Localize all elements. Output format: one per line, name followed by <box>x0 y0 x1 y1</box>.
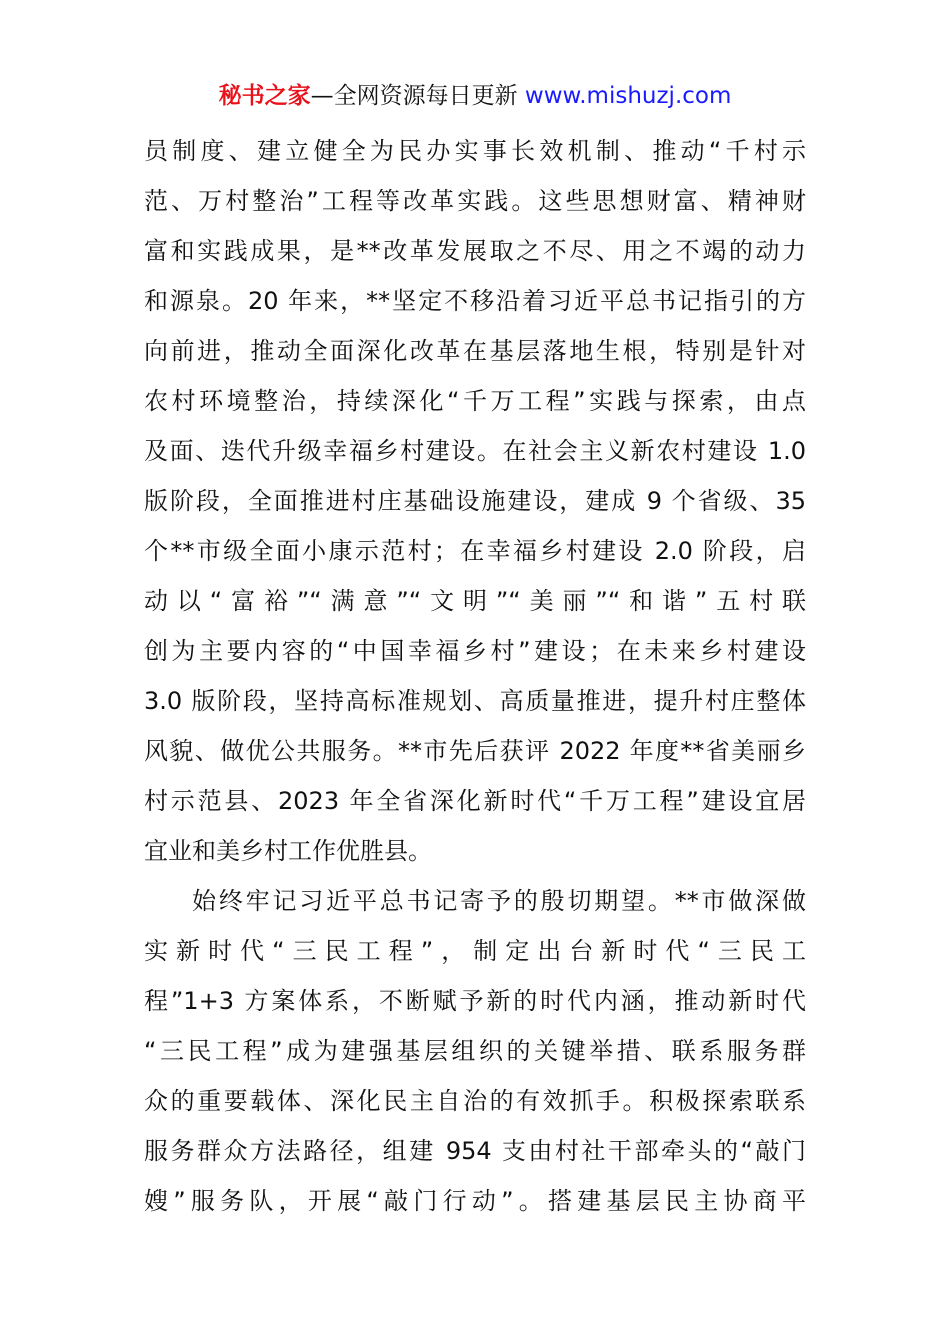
site-tagline: —全网资源每日更新 <box>310 83 525 109</box>
site-brand: 秘书之家 <box>218 83 311 109</box>
text-line: 员制度、建立健全为民办实事长效机制、推动“千村示 <box>144 137 806 165</box>
text-line: 风貌、做优公共服务。**市先后获评 2022 年度**省美丽乡 <box>144 737 806 765</box>
text-line: 程”1+3 方案体系，不断赋予新的时代内涵，推动新时代 <box>144 987 806 1015</box>
text-line: 动以“富裕”“满意”“文明”“美丽”“和谐”五村联 <box>144 587 806 615</box>
text-line: 及面、迭代升级幸福乡村建设。在社会主义新农村建设 1.0 <box>144 437 806 465</box>
text-line: 村示范县、2023 年全省深化新时代“千万工程”建设宜居 <box>144 787 806 815</box>
text-line: “三民工程”成为建强基层组织的关键举措、联系服务群 <box>144 1037 806 1065</box>
text-line: 嫂”服务队，开展“敲门行动”。搭建基层民主协商平 <box>144 1187 806 1215</box>
text-line: 向前进，推动全面深化改革在基层落地生根，特别是针对 <box>144 337 806 365</box>
text-line: 农村环境整治，持续深化“千万工程”实践与探索，由点 <box>144 387 806 415</box>
text-line: 富和实践成果，是**改革发展取之不尽、用之不竭的动力 <box>144 237 806 265</box>
text-line: 众的重要载体、深化民主自治的有效抓手。积极探索联系 <box>144 1087 806 1115</box>
text-line: 3.0 版阶段，坚持高标准规划、高质量推进，提升村庄整体 <box>144 687 806 715</box>
text-line: 版阶段，全面推进村庄基础设施建设，建成 9 个省级、35 <box>144 487 806 515</box>
text-line: 范、万村整治”工程等改革实践。这些思想财富、精神财 <box>144 187 806 215</box>
document-body <box>144 126 806 1226</box>
paragraph-end-line: 宜业和美乡村工作优胜县。 <box>144 837 432 865</box>
site-url-link[interactable]: www.mishuzj.com <box>524 83 732 109</box>
text-line: 实新时代“三民工程”，制定出台新时代“三民工 <box>144 937 806 965</box>
text-line: 和源泉。20 年来，**坚定不移沿着习近平总书记指引的方 <box>144 287 806 315</box>
paragraph-start-line: 始终牢记习近平总书记寄予的殷切期望。**市做深做 <box>192 887 806 915</box>
text-line: 创为主要内容的“中国幸福乡村”建设；在未来乡村建设 <box>144 637 806 665</box>
text-line: 个**市级全面小康示范村；在幸福乡村建设 2.0 阶段，启 <box>144 537 806 565</box>
site-header <box>0 80 950 112</box>
text-line: 服务群众方法路径，组建 954 支由村社干部牵头的“敲门 <box>144 1137 806 1165</box>
